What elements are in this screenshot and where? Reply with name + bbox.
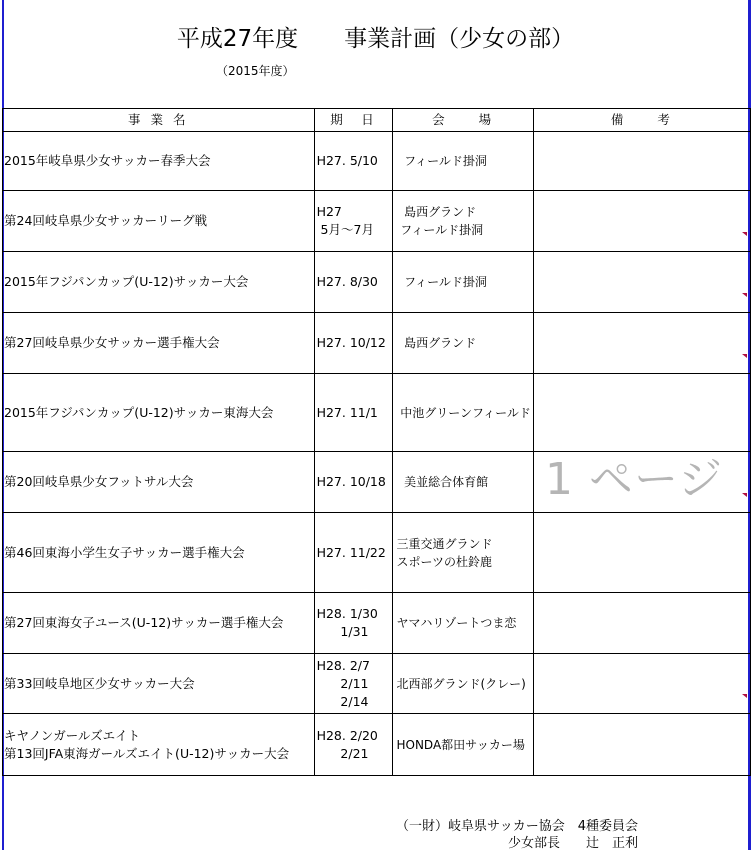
event-note[interactable] [533,714,750,776]
event-venue[interactable]: 中池グリーンフィールド [393,374,533,452]
event-name[interactable]: 第33回岐阜地区少女サッカー大会 [3,654,315,714]
footer-person: 少女部長 辻 正利 [508,836,639,851]
table-row [3,654,751,714]
header-note: 備 考 [533,109,750,132]
event-name[interactable]: 第24回岐阜県少女サッカーリーグ戦 [3,191,315,252]
table-row [3,593,751,654]
header-name: 事 業 名 [3,109,315,132]
event-note[interactable] [533,374,750,452]
event-date[interactable]: H27. 10/18 [314,452,393,513]
event-venue[interactable]: 北西部グランド(クレー) [393,654,533,714]
comment-indicator-icon[interactable] [742,493,747,497]
table-row [3,191,751,252]
table-row [3,252,751,313]
event-date[interactable]: H27. 10/12 [314,313,393,374]
comment-indicator-icon[interactable] [742,232,747,236]
event-note[interactable] [533,513,750,593]
header-row [3,109,751,132]
event-name[interactable]: 第20回岐阜県少女フットサル大会 [3,452,315,513]
comment-indicator-icon[interactable] [742,694,747,698]
comment-indicator-icon[interactable] [742,293,747,297]
event-name[interactable]: 2015年岐阜県少女サッカー春季大会 [3,132,315,191]
header-venue: 会 場 [393,109,533,132]
event-date[interactable]: H28. 2/20 2/21 [314,714,393,776]
event-venue[interactable]: 島西グランド [393,313,533,374]
event-name[interactable]: 第27回岐阜県少女サッカー選手権大会 [3,313,315,374]
event-venue[interactable]: 三重交通グランド スポーツの杜鈴鹿 [393,513,533,593]
event-date[interactable]: H28. 1/30 1/31 [314,593,393,654]
event-name[interactable]: 第46回東海小学生女子サッカー選手権大会 [3,513,315,593]
page-watermark: 1 ページ [545,454,724,505]
schedule-table [2,108,751,776]
event-venue[interactable]: 島西グランド フィールド掛洞 [393,191,533,252]
event-venue[interactable]: ヤマハリゾートつま恋 [393,593,533,654]
event-date[interactable]: H27. 5/10 [314,132,393,191]
event-name[interactable]: 第27回東海女子ユース(U-12)サッカー選手権大会 [3,593,315,654]
event-note[interactable] [533,593,750,654]
event-venue[interactable]: フィールド掛洞 [393,252,533,313]
event-note[interactable] [533,654,750,714]
event-name[interactable]: 2015年フジパンカップ(U-12)サッカー東海大会 [3,374,315,452]
event-note[interactable] [533,191,750,252]
event-note[interactable] [533,313,750,374]
event-date[interactable]: H27. 11/22 [314,513,393,593]
header-date: 期 日 [314,109,393,132]
table-row [3,132,751,191]
event-venue[interactable]: フィールド掛洞 [393,132,533,191]
event-venue[interactable]: HONDA都田サッカー場 [393,714,533,776]
footer-org: （一財）岐阜県サッカー協会 4種委員会 [396,819,639,834]
event-date[interactable]: H27. 8/30 [314,252,393,313]
event-date[interactable]: H27 5月～7月 [314,191,393,252]
page-title: 平成27年度 事業計画（少女の部） [176,26,575,52]
table-row [3,513,751,593]
comment-indicator-icon[interactable] [742,354,747,358]
event-date[interactable]: H28. 2/7 2/11 2/14 [314,654,393,714]
page-subtitle: （2015年度） [216,64,295,78]
table-row [3,374,751,452]
event-date[interactable]: H27. 11/1 [314,374,393,452]
event-name[interactable]: キヤノンガールズエイト 第13回JFA東海ガールズエイト(U-12)サッカー大会 [3,714,315,776]
event-name[interactable]: 2015年フジパンカップ(U-12)サッカー大会 [3,252,315,313]
table-row [3,313,751,374]
event-note[interactable] [533,252,750,313]
event-note[interactable] [533,132,750,191]
event-venue[interactable]: 美並総合体育館 [393,452,533,513]
table-row [3,714,751,776]
